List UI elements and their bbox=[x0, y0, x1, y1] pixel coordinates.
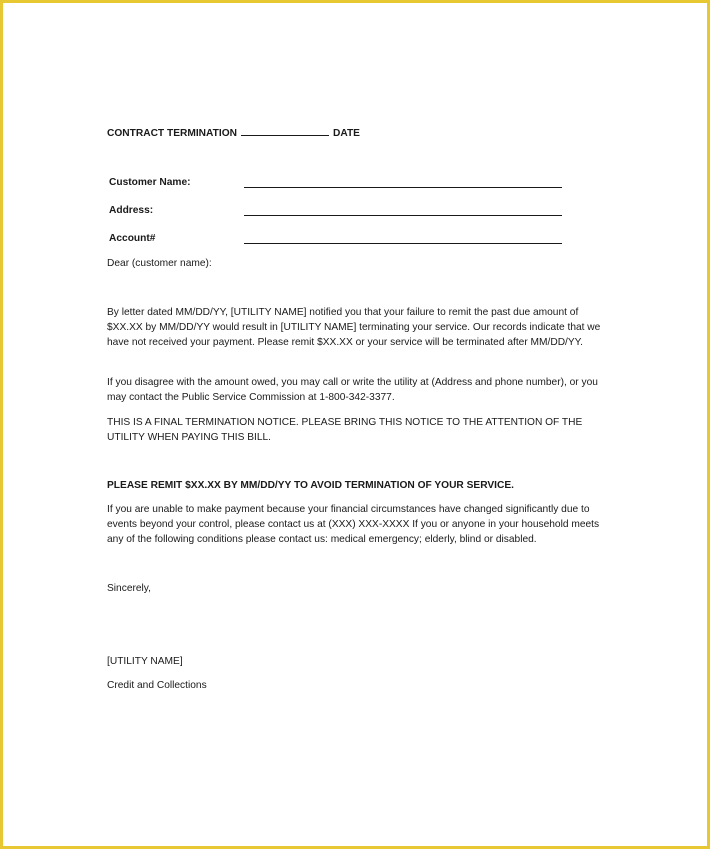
account-field[interactable] bbox=[109, 231, 561, 246]
salutation: Dear (customer name): bbox=[107, 258, 212, 269]
paragraph-hardship: If you are unable to make payment because your financial circumstances have changed significantly due to events beyond your control, please contact us at (XXX) XXX-XXXX If you or anyone in your household meets any of the following conditions please contact us: medical emergency; elderly, blind or disabled. bbox=[107, 504, 600, 545]
signature-department: Credit and Collections bbox=[107, 680, 207, 691]
address-label: Address: bbox=[109, 205, 154, 216]
paragraph-dispute: If you disagree with the amount owed, you may call or write the utility at (Address and phone number), or you may contact the Public Service Commission at 1-800-342-3377. bbox=[107, 377, 598, 403]
signature-name: [UTILITY NAME] bbox=[107, 656, 183, 667]
title-date-label: DATE bbox=[332, 128, 360, 139]
customer-name-label: Customer Name: bbox=[109, 177, 191, 188]
title-contract-termination: CONTRACT TERMINATION bbox=[107, 128, 237, 139]
paragraph-past-due: By letter dated MM/DD/YY, [UTILITY NAME] notified you that your failure to remit the past due amount of $XX.XX by MM/DD/YY would result in [UTILITY NAME] terminating your service. Our records indicate that we have not received your payment. Please remit $XX.XX or your service will be terminated after MM/DD/YY. bbox=[107, 307, 601, 348]
date-blank-line[interactable] bbox=[241, 124, 329, 136]
closing: Sincerely, bbox=[107, 583, 151, 594]
account-label: Account# bbox=[109, 233, 156, 244]
address-field[interactable] bbox=[109, 203, 561, 218]
document-title bbox=[107, 124, 360, 141]
customer-name-field[interactable] bbox=[109, 175, 561, 190]
address-line[interactable] bbox=[244, 215, 562, 216]
account-line[interactable] bbox=[244, 243, 562, 244]
paragraph-final-notice: THIS IS A FINAL TERMINATION NOTICE. PLEASE BRING THIS NOTICE TO THE ATTENTION OF THE UTILITY WHEN PAYING THIS BILL. bbox=[107, 417, 583, 443]
customer-name-line[interactable] bbox=[244, 187, 562, 188]
remit-heading: PLEASE REMIT $XX.XX BY MM/DD/YY TO AVOID TERMINATION OF YOUR SERVICE. bbox=[107, 480, 514, 491]
